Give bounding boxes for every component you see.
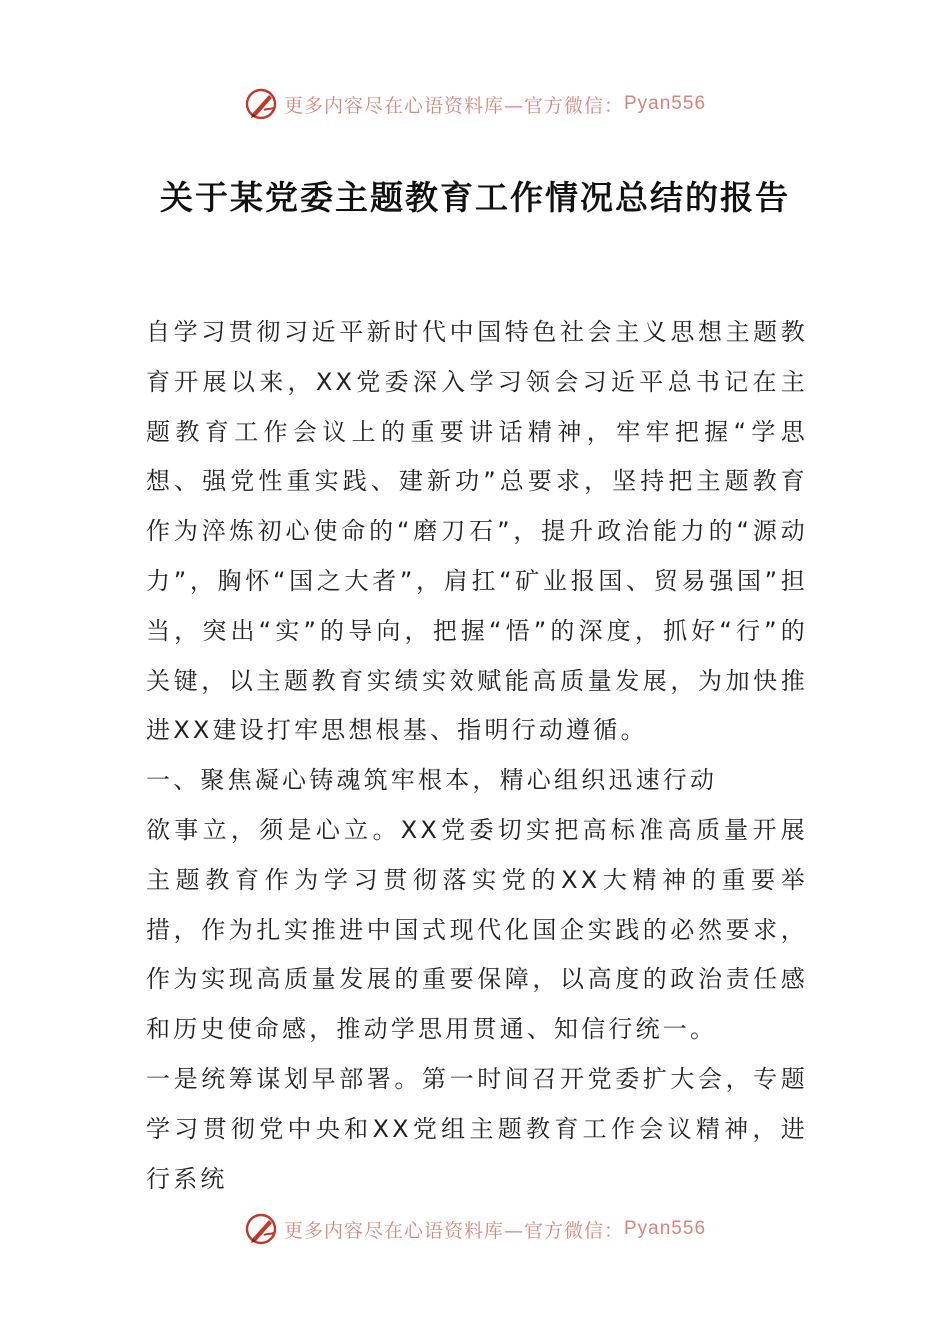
paragraph-section-1: 欲事立，须是心立。XX党委切实把高标准高质量开展主题教育作为学习贯彻落实党的XX大精神的重要举措，作为扎实推进中国式现代化国企实践的必然要求，作为实现高质量发展的重要保障，以高度的政治责任感和历史使命感，推动学思用贯通、知信行统一。 xyxy=(146,815,808,1044)
watermark-wechat-id: Pyan556 xyxy=(624,93,707,114)
paragraph-point-1: 一是统筹谋划早部署。第一时间召开党委扩大会，专题学习贯彻党中央和XX党组主题教育工作会议精神，进行系统 xyxy=(146,1064,808,1193)
pen-logo-icon xyxy=(244,86,280,122)
watermark-banner-top xyxy=(0,84,950,124)
watermark-banner-bottom xyxy=(0,1209,950,1249)
watermark-text: 更多内容尽在心语资料库—官方微信： xyxy=(283,1219,624,1242)
document-body xyxy=(146,308,808,1204)
document-title: 关于某党委主题教育工作情况总结的报告 xyxy=(160,178,790,217)
section-heading-1: 一、聚焦凝心铸魂筑牢根本，精心组织迅速行动 xyxy=(146,766,718,795)
pen-logo-icon xyxy=(244,1211,280,1247)
paragraph-intro: 自学习贯彻习近平新时代中国特色社会主义思想主题教育开展以来，XX党委深入学习领会习近平总书记在主题教育工作会议上的重要讲话精神，牢牢把握“学思想、强党性重实践、建新功”总要求，坚持把主题教育作为淬炼初心使命的“磨刀石”，提升政治能力的“源动力”，胸怀“国之大者”，肩扛“矿业报国、贸易强国”担当，突出“实”的导向，把握“悟”的深度，抓好“行”的关键，以主题教育实绩实效赋能高质量发展，为加快推进XX建设打牢思想根基、指明行动遵循。 xyxy=(146,318,808,745)
watermark-wechat-id: Pyan556 xyxy=(624,1218,707,1239)
watermark-text: 更多内容尽在心语资料库—官方微信： xyxy=(283,94,624,117)
